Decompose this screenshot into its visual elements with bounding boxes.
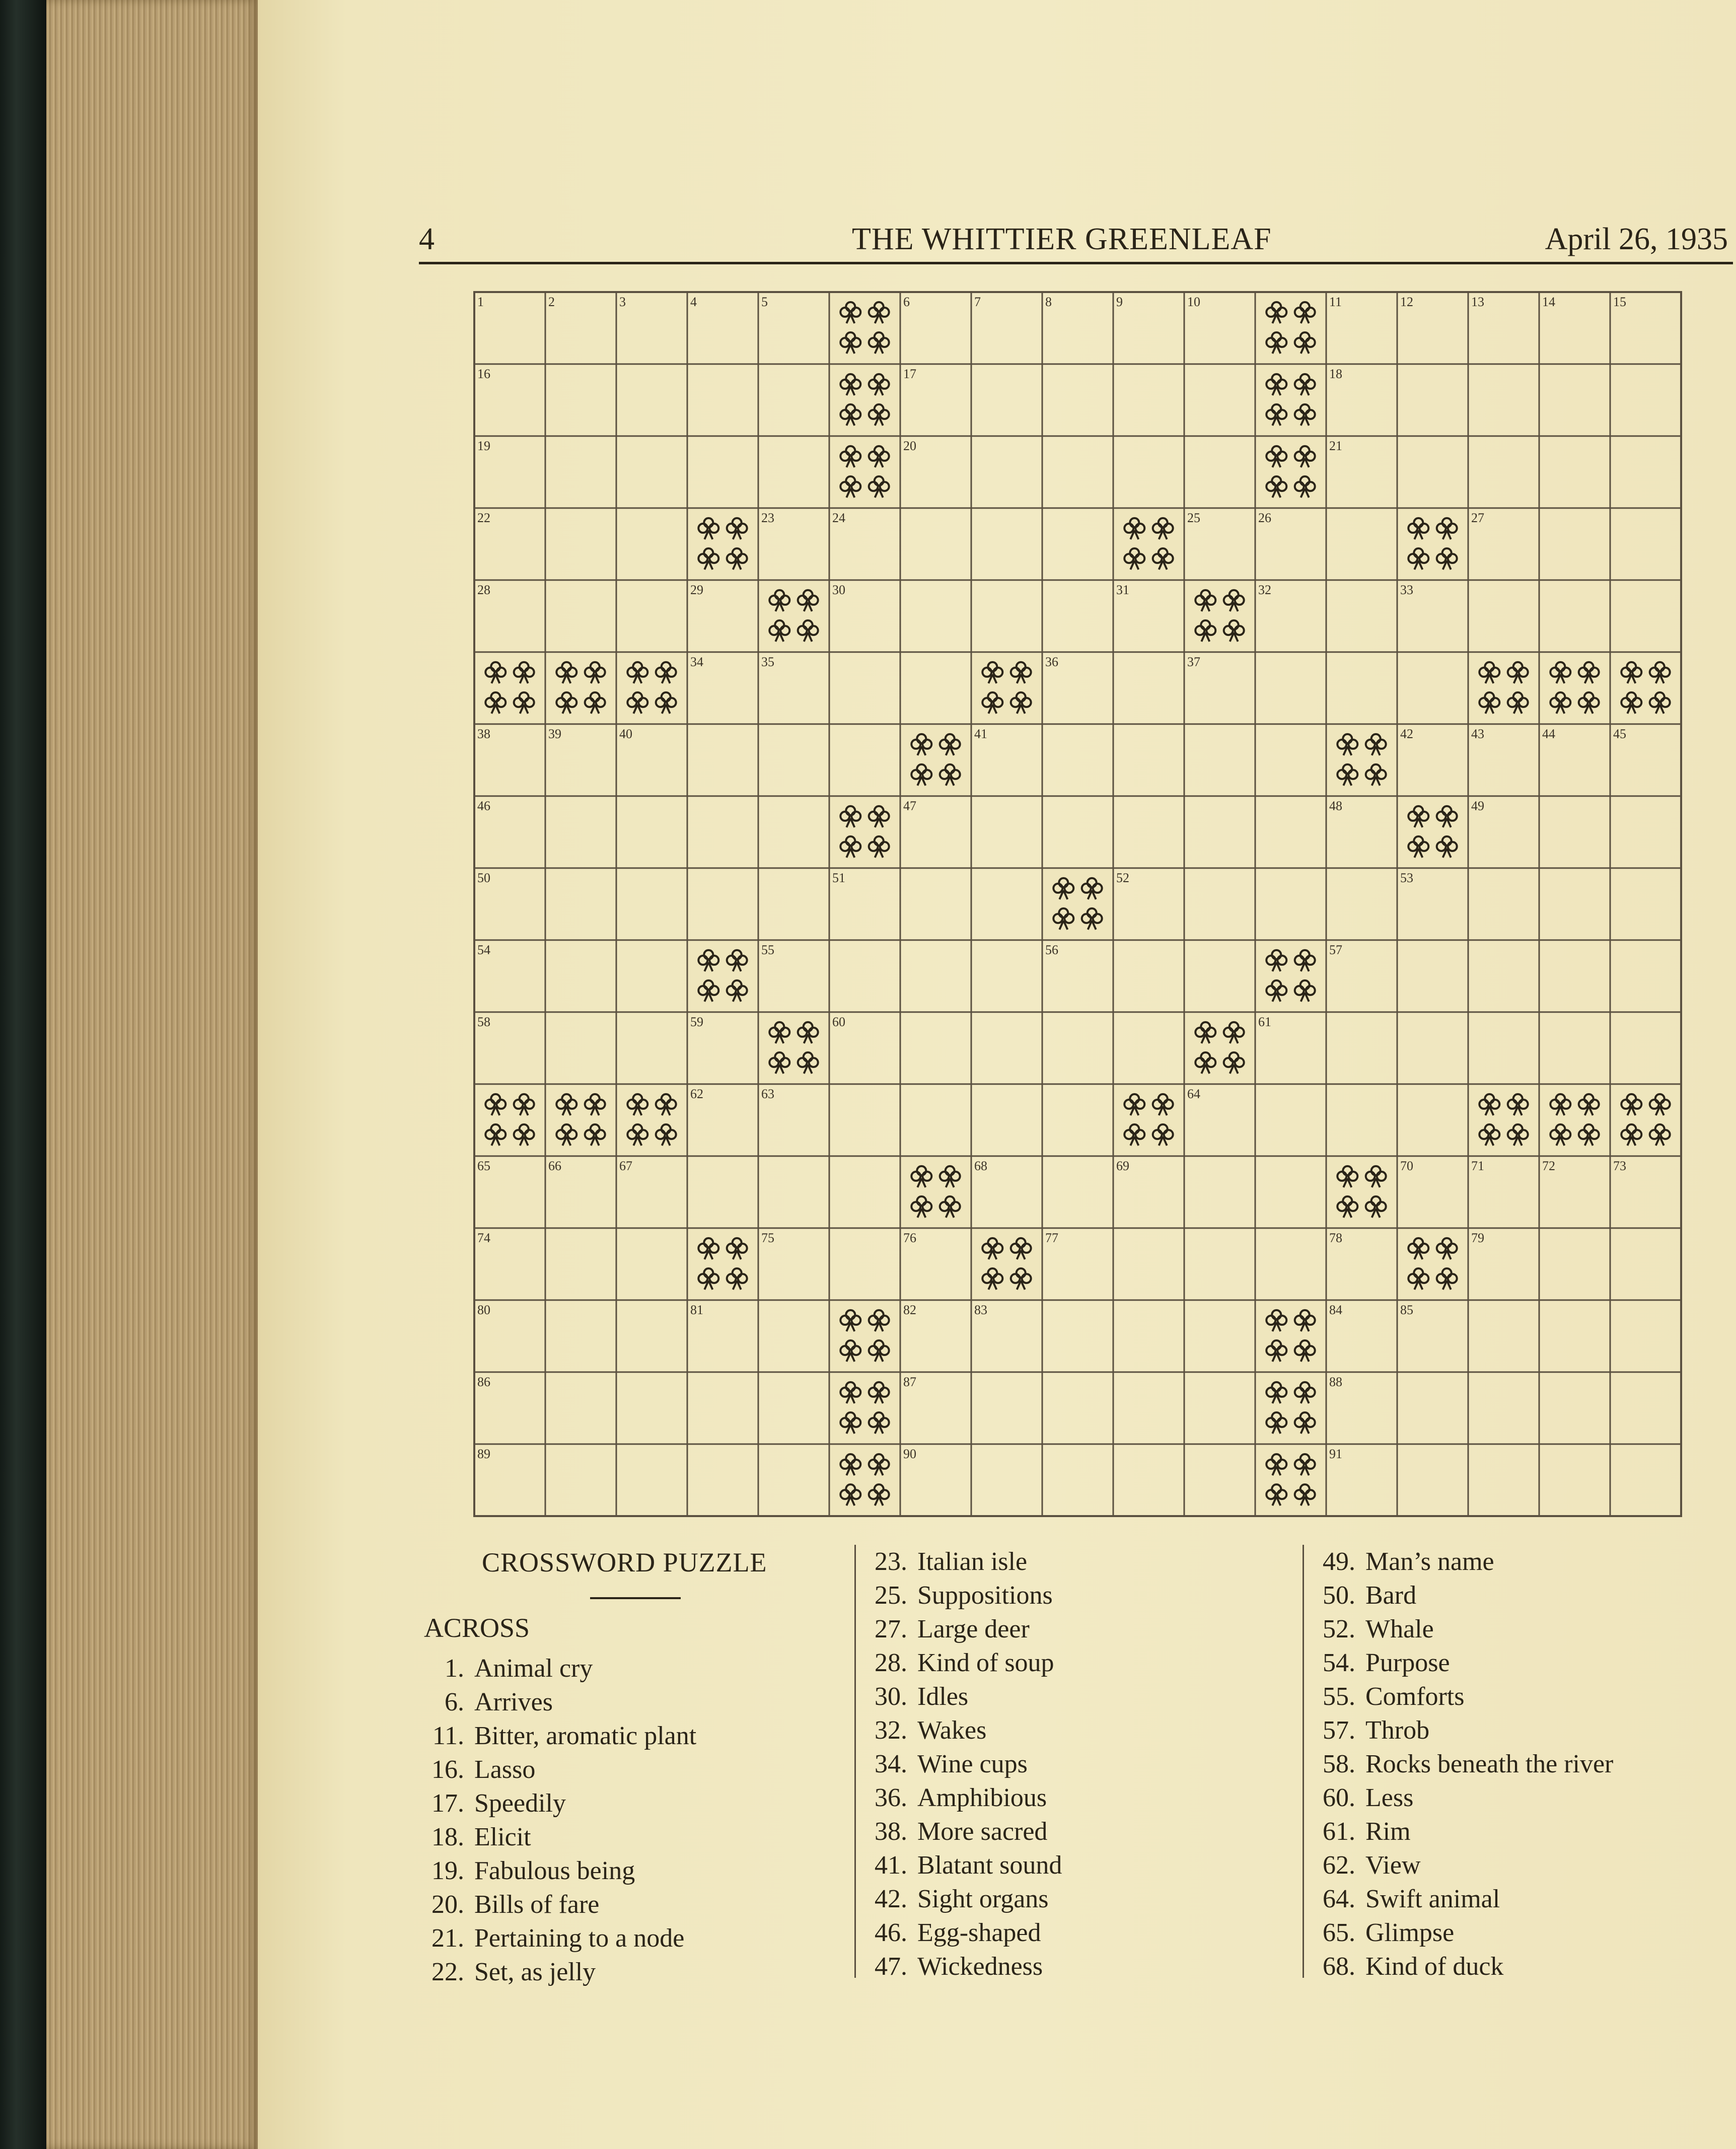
clue-text: Bitter, aromatic plant — [474, 1722, 697, 1750]
cell-number: 15 — [1613, 295, 1626, 309]
clue-column-3 — [1310, 1545, 1613, 1983]
cell-number: 39 — [548, 727, 561, 741]
cell-number: 40 — [619, 727, 632, 741]
clue-item — [419, 1921, 696, 1955]
clue-number: 27. — [875, 1615, 907, 1643]
cell-number: 48 — [1329, 799, 1342, 813]
clue-item — [419, 1786, 696, 1820]
cell-number: 80 — [477, 1303, 490, 1317]
cell-number: 1 — [477, 295, 484, 309]
cell-number: 19 — [477, 439, 490, 453]
clue-number: 18. — [431, 1823, 464, 1851]
clue-number: 23. — [875, 1547, 907, 1576]
cell-number: 68 — [974, 1159, 987, 1173]
column-rule — [854, 1545, 856, 1978]
cell-number: 60 — [832, 1015, 845, 1029]
cell-number: 37 — [1187, 655, 1200, 669]
cell-number: 51 — [832, 871, 845, 885]
clue-number: 42. — [875, 1885, 907, 1913]
cell-number: 14 — [1542, 295, 1555, 309]
cell-number: 82 — [903, 1303, 916, 1317]
cell-number: 42 — [1400, 727, 1413, 741]
cell-number: 55 — [761, 943, 774, 957]
cell-number: 71 — [1471, 1159, 1484, 1173]
clue-text: Kind of soup — [917, 1649, 1054, 1677]
clue-number: 22. — [431, 1958, 464, 1986]
clue-column-2 — [862, 1545, 1062, 1983]
clue-text: Man’s name — [1365, 1547, 1494, 1576]
puzzle-title: CROSSWORD PUZZLE — [482, 1547, 767, 1578]
clue-number: 52. — [1323, 1615, 1355, 1643]
clue-text: Glimpse — [1365, 1918, 1455, 1947]
cell-number: 70 — [1400, 1159, 1413, 1173]
clue-number: 36. — [875, 1783, 907, 1812]
clue-text: Kind of duck — [1365, 1952, 1504, 1981]
clue-item — [419, 1719, 696, 1753]
book-spine — [0, 0, 46, 2149]
clue-number: 20. — [431, 1890, 464, 1919]
clue-number: 17. — [431, 1789, 464, 1818]
cell-number: 46 — [477, 799, 490, 813]
cell-number: 49 — [1471, 799, 1484, 813]
clue-item — [419, 1854, 696, 1888]
clue-text: Idles — [917, 1682, 969, 1711]
clue-item — [1310, 1781, 1613, 1815]
clue-item — [862, 1747, 1062, 1781]
newspaper-title: THE WHITTIER GREENLEAF — [852, 222, 1272, 256]
cell-number: 4 — [690, 295, 697, 309]
cell-number: 38 — [477, 727, 490, 741]
cell-number: 33 — [1400, 583, 1413, 597]
clue-number: 55. — [1323, 1682, 1355, 1711]
issue-date: April 26, 1935 — [1545, 222, 1728, 256]
cell-number: 31 — [1116, 583, 1129, 597]
clue-text: Amphibious — [917, 1783, 1047, 1812]
clue-item — [862, 1646, 1062, 1680]
cell-number: 34 — [690, 655, 703, 669]
clue-number: 38. — [875, 1817, 907, 1846]
clue-number: 16. — [431, 1755, 464, 1784]
cell-number: 64 — [1187, 1087, 1200, 1101]
across-heading: ACROSS — [424, 1613, 530, 1643]
cell-number: 61 — [1258, 1015, 1271, 1029]
cell-number: 36 — [1045, 655, 1058, 669]
cell-number: 78 — [1329, 1231, 1342, 1245]
clue-number: 62. — [1323, 1851, 1355, 1880]
cell-number: 9 — [1116, 295, 1123, 309]
clue-item — [1310, 1579, 1613, 1612]
clue-text: Pertaining to a node — [474, 1924, 685, 1953]
cell-number: 5 — [761, 295, 768, 309]
cell-number: 41 — [974, 727, 987, 741]
cell-number: 57 — [1329, 943, 1342, 957]
cell-number: 87 — [903, 1375, 916, 1389]
clue-item — [862, 1815, 1062, 1848]
cell-number: 79 — [1471, 1231, 1484, 1245]
clue-item — [419, 1820, 696, 1854]
clue-item — [1310, 1713, 1613, 1747]
clue-text: Wickedness — [917, 1952, 1043, 1981]
clue-item — [1310, 1916, 1613, 1950]
clue-text: Bills of fare — [474, 1890, 600, 1919]
cell-number: 75 — [761, 1231, 774, 1245]
clue-number: 32. — [875, 1716, 907, 1745]
clue-text: Lasso — [474, 1755, 536, 1784]
clue-item — [862, 1882, 1062, 1916]
clue-item — [1310, 1545, 1613, 1579]
clue-text: Wine cups — [917, 1750, 1028, 1778]
cell-number: 58 — [477, 1015, 490, 1029]
cell-number: 72 — [1542, 1159, 1555, 1173]
clue-number: 25. — [875, 1581, 907, 1610]
cell-number: 10 — [1187, 295, 1200, 309]
clue-number: 68. — [1323, 1952, 1355, 1981]
clue-item — [862, 1713, 1062, 1747]
newspaper-page — [258, 0, 1736, 2149]
clue-text: Set, as jelly — [474, 1958, 596, 1986]
clue-number: 19. — [431, 1856, 464, 1885]
clue-number: 41. — [875, 1851, 907, 1880]
cell-number: 81 — [690, 1303, 703, 1317]
clue-number: 6. — [445, 1688, 464, 1716]
clue-section — [258, 0, 1736, 2149]
cell-number: 86 — [477, 1375, 490, 1389]
clue-item — [862, 1950, 1062, 1983]
column-rule — [1303, 1545, 1304, 1978]
clue-number: 54. — [1323, 1649, 1355, 1677]
clue-text: Rocks beneath the river — [1365, 1750, 1614, 1778]
clue-text: Rim — [1365, 1817, 1411, 1846]
clue-text: Throb — [1365, 1716, 1430, 1745]
clue-item — [862, 1579, 1062, 1612]
page-number: 4 — [419, 222, 435, 256]
cell-number: 88 — [1329, 1375, 1342, 1389]
clue-number: 58. — [1323, 1750, 1355, 1778]
clue-item — [862, 1781, 1062, 1815]
clue-text: Purpose — [1365, 1649, 1450, 1677]
clue-item — [1310, 1646, 1613, 1680]
cell-number: 17 — [903, 367, 916, 381]
cell-number: 43 — [1471, 727, 1484, 741]
clue-text: Bard — [1365, 1581, 1417, 1610]
clue-number: 28. — [875, 1649, 907, 1677]
cell-number: 83 — [974, 1303, 987, 1317]
cell-number: 30 — [832, 583, 845, 597]
clue-item — [419, 1753, 696, 1786]
clue-number: 57. — [1323, 1716, 1355, 1745]
clue-text: Less — [1365, 1783, 1414, 1812]
clue-text: View — [1365, 1851, 1421, 1880]
cell-number: 35 — [761, 655, 774, 669]
cell-number: 47 — [903, 799, 916, 813]
cell-number: 66 — [548, 1159, 561, 1173]
cell-number: 90 — [903, 1447, 916, 1461]
clue-text: Animal cry — [474, 1654, 593, 1683]
clue-text: More sacred — [917, 1817, 1048, 1846]
clue-number: 49. — [1323, 1547, 1355, 1576]
cell-number: 84 — [1329, 1303, 1342, 1317]
clue-number: 30. — [875, 1682, 907, 1711]
clue-text: Egg-shaped — [917, 1918, 1041, 1947]
clue-item — [862, 1545, 1062, 1579]
cell-number: 12 — [1400, 295, 1413, 309]
clue-item — [419, 1888, 696, 1921]
clue-text: Whale — [1365, 1615, 1434, 1643]
cell-number: 24 — [832, 511, 845, 525]
clue-item — [1310, 1882, 1613, 1916]
clue-number: 50. — [1323, 1581, 1355, 1610]
clue-text: Elicit — [474, 1823, 531, 1851]
clue-number: 65. — [1323, 1918, 1355, 1947]
cell-number: 20 — [903, 439, 916, 453]
cell-number: 50 — [477, 871, 490, 885]
clue-number: 21. — [431, 1924, 464, 1953]
clue-number: 47. — [875, 1952, 907, 1981]
clue-number: 60. — [1323, 1783, 1355, 1812]
clue-item — [862, 1680, 1062, 1713]
cell-number: 65 — [477, 1159, 490, 1173]
cell-number: 27 — [1471, 511, 1484, 525]
cell-number: 32 — [1258, 583, 1271, 597]
cell-number: 21 — [1329, 439, 1342, 453]
cell-number: 29 — [690, 583, 703, 597]
clue-column-1 — [419, 1551, 696, 1989]
cell-number: 25 — [1187, 511, 1200, 525]
clue-item — [419, 1955, 696, 1989]
cell-number: 52 — [1116, 871, 1129, 885]
clue-item — [1310, 1680, 1613, 1713]
clue-number: 46. — [875, 1918, 907, 1947]
cell-number: 91 — [1329, 1447, 1342, 1461]
clue-number: 64. — [1323, 1885, 1355, 1913]
book-page-edges — [46, 0, 258, 2149]
clue-item — [1310, 1950, 1613, 1983]
cell-number: 77 — [1045, 1231, 1058, 1245]
clue-number: 34. — [875, 1750, 907, 1778]
cell-number: 89 — [477, 1447, 490, 1461]
clue-text: Fabulous being — [474, 1856, 635, 1885]
clue-text: Large deer — [917, 1615, 1030, 1643]
clue-item — [1310, 1815, 1613, 1848]
cell-number: 76 — [903, 1231, 916, 1245]
cell-number: 53 — [1400, 871, 1413, 885]
clue-text: Swift animal — [1365, 1885, 1500, 1913]
cell-number: 59 — [690, 1015, 703, 1029]
clue-number: 61. — [1323, 1817, 1355, 1846]
cell-number: 85 — [1400, 1303, 1413, 1317]
clue-text: Suppositions — [917, 1581, 1053, 1610]
cell-number: 23 — [761, 511, 774, 525]
clue-text: Wakes — [917, 1716, 987, 1745]
clue-item — [1310, 1612, 1613, 1646]
cell-number: 44 — [1542, 727, 1555, 741]
cell-number: 69 — [1116, 1159, 1129, 1173]
cell-number: 56 — [1045, 943, 1058, 957]
cell-number: 73 — [1613, 1159, 1626, 1173]
cell-number: 63 — [761, 1087, 774, 1101]
cell-number: 54 — [477, 943, 490, 957]
cell-number: 6 — [903, 295, 910, 309]
cell-number: 22 — [477, 511, 490, 525]
clue-text: Sight organs — [917, 1885, 1049, 1913]
clue-text: Arrives — [474, 1688, 553, 1716]
cell-number: 18 — [1329, 367, 1342, 381]
clue-number: 1. — [445, 1654, 464, 1683]
cell-number: 16 — [477, 367, 490, 381]
clue-text: Comforts — [1365, 1682, 1465, 1711]
cell-number: 26 — [1258, 511, 1271, 525]
cell-number: 62 — [690, 1087, 703, 1101]
clue-item — [862, 1612, 1062, 1646]
cell-number: 11 — [1329, 295, 1342, 309]
clue-item — [1310, 1848, 1613, 1882]
clue-item — [862, 1916, 1062, 1950]
cell-number: 67 — [619, 1159, 632, 1173]
clue-text: Blatant sound — [917, 1851, 1062, 1880]
cell-number: 7 — [974, 295, 981, 309]
clue-item — [862, 1848, 1062, 1882]
cell-number: 13 — [1471, 295, 1484, 309]
clue-number: 11. — [432, 1722, 464, 1750]
cell-number: 28 — [477, 583, 490, 597]
cell-number: 45 — [1613, 727, 1626, 741]
clue-text: Speedily — [474, 1789, 566, 1818]
cell-number: 74 — [477, 1231, 490, 1245]
clue-item — [1310, 1747, 1613, 1781]
clue-item — [419, 1652, 696, 1685]
cell-number: 3 — [619, 295, 626, 309]
cell-number: 8 — [1045, 295, 1052, 309]
cell-number: 2 — [548, 295, 555, 309]
clue-text: Italian isle — [917, 1547, 1028, 1576]
clue-item — [419, 1685, 696, 1719]
